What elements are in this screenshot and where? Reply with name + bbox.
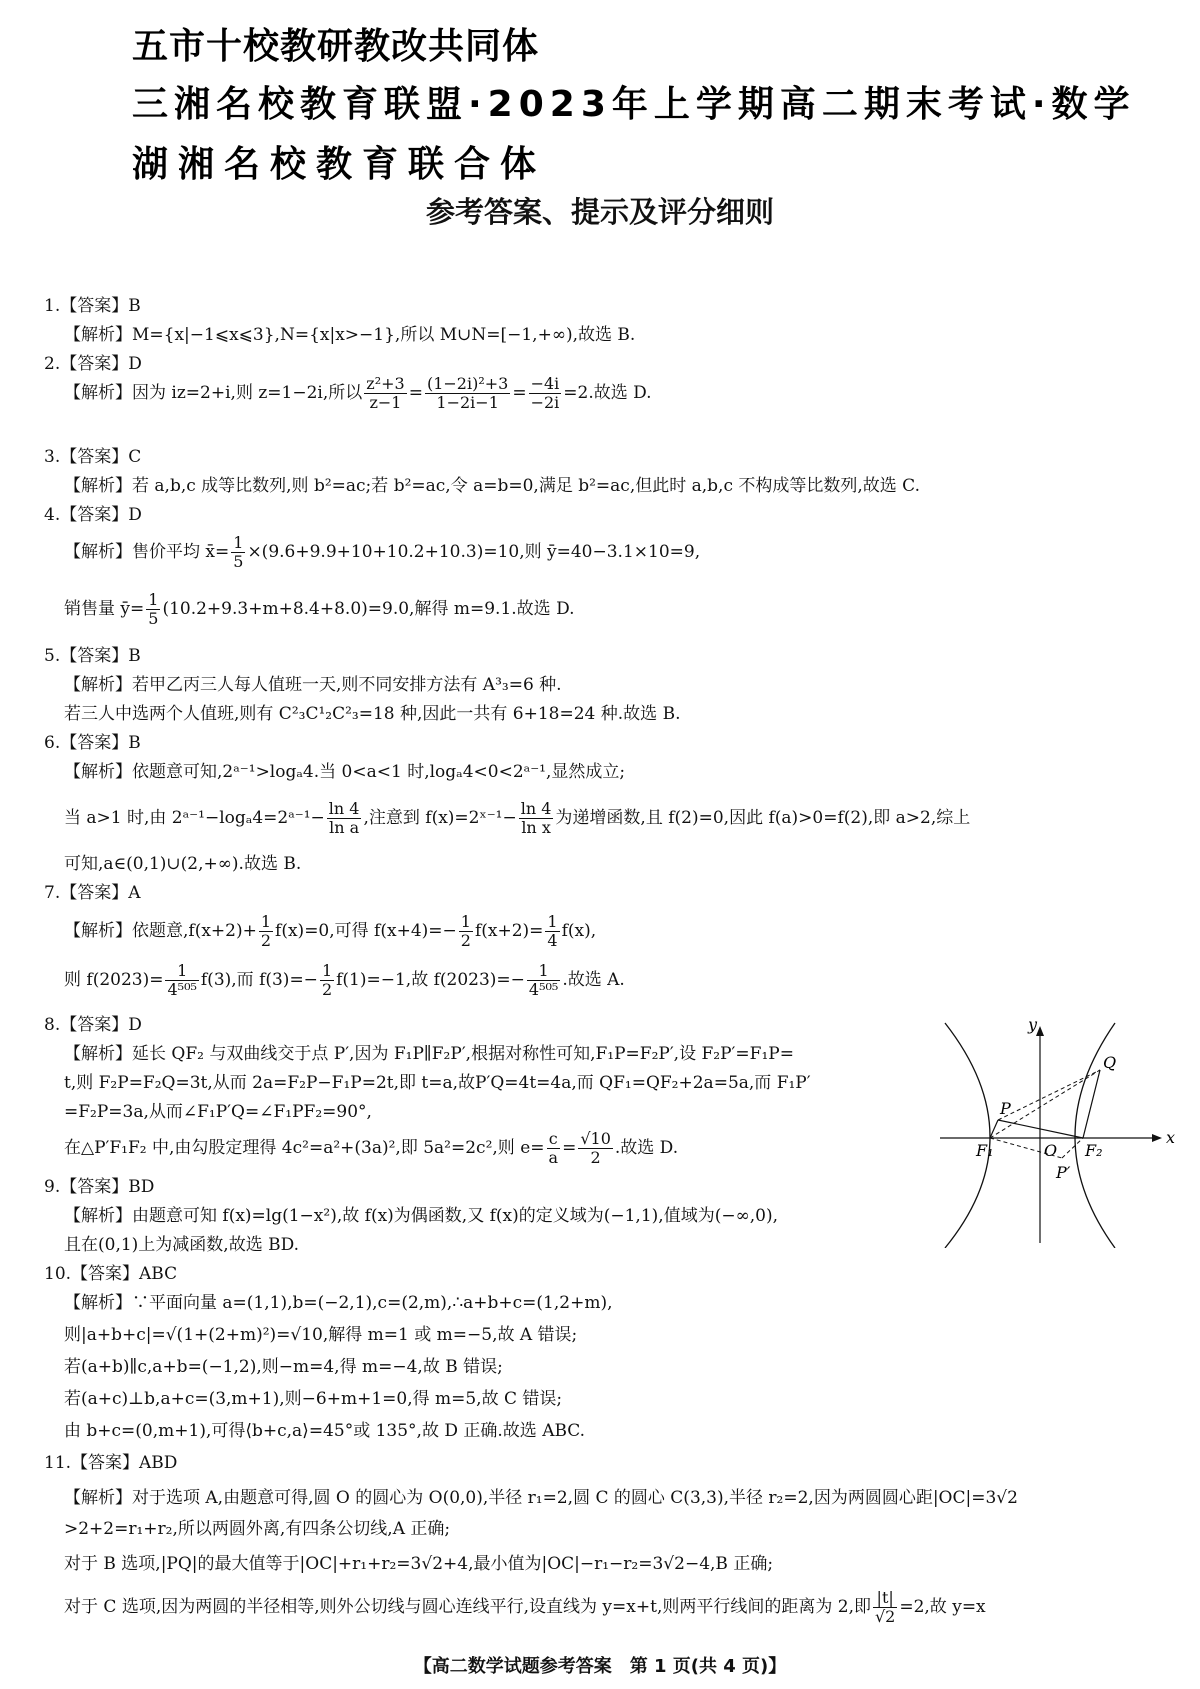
answer-line: 2.【答案】D [44, 354, 142, 374]
x-axis-arrow [1152, 1134, 1162, 1142]
analysis-line: 对于 B 选项,|PQ|的最大值等于|OC|+r₁+r₂=3√2+4,最小值为|OC|−r₁−r₂=3√2−4,B 正确; [64, 1554, 774, 1574]
analysis-line: 若(a+c)⊥b,a+c=(3,m+1),则−6+m+1=0,得 m=5,故 C 错误; [64, 1389, 563, 1409]
q7-analysis-1: 【解析】依题意,f(x+2)+ $\frac{1}{2}$ f(x)=0,可得 f(x+4)=− $\frac{1}{2}$ f(x+2)= $\frac{1}{4}$ f(x), [64, 912, 597, 950]
point-F1-label: F₁ [976, 1141, 994, 1160]
analysis-line: 【解析】延长 QF₂ 与双曲线交于点 P′,因为 F₁P∥F₂P′,根据对称性可知,F₁P=F₂P′,设 F₂P′=F₁P= [64, 1044, 794, 1064]
answer-line: 3.【答案】C [44, 447, 142, 467]
analysis-line: 【解析】对于选项 A,由题意可得,圆 O 的圆心为 O(0,0),半径 r₁=2,圆 C 的圆心 C(3,3),半径 r₂=2,因为两圆圆心距|OC|=3√2 [64, 1488, 1018, 1508]
answer-line: 1.【答案】B [44, 296, 141, 316]
analysis-line: 由 b+c=(0,m+1),可得⟨b+c,a⟩=45°或 135°,故 D 正确.故选 ABC. [64, 1421, 586, 1441]
segment-PQ [998, 1070, 1100, 1120]
analysis-line: 若三人中选两个人值班,则有 C²₃C¹₂C²₃=18 种,因此一共有 6+18=24 种.故选 B. [64, 704, 681, 724]
answer-line: 6.【答案】B [44, 733, 141, 753]
q2-analysis: 【解析】因为 iz=2+i,则 z=1−2i,所以 $\frac{\text{z²+3}}{z-1}$ = $\frac{\text{(1−2i)²+3}}{1-2i-1}$ = $\frac{-4i}{-2i}$ =2.故选 D. [64, 374, 652, 412]
q11-analysis-c: 对于 C 选项,因为两圆的半径相等,则外公切线与圆心连线平行,设直线为 y=x+t,则两平行线间的距离为 2,即 $\frac{|t|}{√2}$ =2,故 y=x [64, 1588, 986, 1626]
analysis-line: 且在(0,1)上为减函数,故选 BD. [64, 1235, 300, 1255]
header-line-3: 湖湘名校教育联合体 [132, 144, 547, 185]
answer-line: 11.【答案】ABD [44, 1453, 178, 1473]
analysis-line: >2+2=r₁+r₂,所以两圆外离,有四条公切线,A 正确; [64, 1519, 451, 1539]
analysis-line: t,则 F₂P=F₂Q=3t,从而 2a=F₂P−F₁P=2t,即 t=a,故P′Q=4t=4a,而 QF₁=QF₂+2a=5a,而 F₁P′ [64, 1073, 811, 1093]
point-Q-label: Q [1103, 1053, 1117, 1072]
point-P-label: P [1000, 1099, 1011, 1118]
left-branch [945, 1023, 990, 1248]
analysis-line: 【解析】依题意可知,2ᵃ⁻¹>logₐ4.当 0<a<1 时,logₐ4<0<2ᵃ⁻¹,显然成立; [64, 762, 626, 782]
analysis-line: 【解析】若甲乙丙三人每人值班一天,则不同安排方法有 A³₃=6 种. [64, 675, 562, 695]
segment-PpF2 [1062, 1138, 1083, 1158]
header-line-1: 五市十校教研教改共同体 [132, 26, 540, 67]
x-label: x [1166, 1128, 1176, 1147]
y-label: y [1028, 1018, 1038, 1034]
answer-line: 10.【答案】ABC [44, 1264, 178, 1284]
answer-line: 8.【答案】D [44, 1015, 142, 1035]
hyperbola-figure [940, 1018, 1180, 1248]
segment-PF1 [990, 1120, 998, 1138]
answer-line: 4.【答案】D [44, 505, 142, 525]
header-line-2: 三湘名校教育联盟·2023年上学期高二期末考试·数学 [132, 84, 1136, 125]
analysis-line: 【解析】若 a,b,c 成等比数列,则 b²=ac;若 b²=ac,令 a=b=0,满足 b²=ac,但此时 a,b,c 不构成等比数列,故选 C. [64, 476, 920, 496]
answer-line: 9.【答案】BD [44, 1177, 155, 1197]
analysis-line: 【解析】由题意可知 f(x)=lg(1−x²),故 f(x)为偶函数,又 f(x)的定义域为(−1,1),值域为(−∞,0), [64, 1206, 778, 1226]
analysis-line: 则|a+b+c|=√(1+(2+m)²)=√10,解得 m=1 或 m=−5,故 A 错误; [64, 1325, 578, 1345]
point-Pprime-label: P′ [1056, 1163, 1071, 1182]
q7-analysis-2: 则 f(2023)= $\frac{1}{\text{4⁵⁰⁵}}$ f(3),而 f(3)=− $\frac{1}{2}$ f(1)=−1,故 f(2023)=− $\frac{1}{\text{4⁵⁰⁵}}$ .故选 A. [64, 961, 625, 999]
analysis-line: 【解析】M={x|−1⩽x⩽3},N={x|x>−1},所以 M∪N=[−1,+∞),故选 B. [64, 325, 636, 345]
q4-analysis-2: 销售量 ȳ= $\frac{1}{5}$ (10.2+9.3+m+8.4+8.0)=9.0,解得 m=9.1.故选 D. [64, 590, 575, 628]
answer-line: 5.【答案】B [44, 646, 141, 666]
page-subtitle: 参考答案、提示及评分细则 [425, 195, 774, 229]
analysis-line: 可知,a∈(0,1)∪(2,+∞).故选 B. [64, 854, 302, 874]
analysis-line: 【解析】∵平面向量 a=(1,1),b=(−2,1),c=(2,m),∴a+b+c=(1,2+m), [64, 1293, 613, 1313]
answer-line: 7.【答案】A [44, 883, 141, 903]
point-O-label: O [1044, 1141, 1058, 1160]
analysis-line: 若(a+b)∥c,a+b=(−1,2),则−m=4,得 m=−4,故 B 错误; [64, 1357, 503, 1377]
q6-analysis-2: 当 a>1 时,由 2ᵃ⁻¹−logₐ4=2ᵃ⁻¹− $\frac{\ln 4}{\text{ln a}}$ ,注意到 f(x)=2ˣ⁻¹− $\frac{\ln 4}{\text{ln x}}$ 为递增函数,且 f(2)=0,因此 f(a)>0=f(2),即 a>2,综上 [64, 799, 971, 837]
point-F2-label: F₂ [1085, 1141, 1103, 1160]
y-axis-arrow [1036, 1026, 1044, 1036]
q8-analysis-4: 在△P′F₁F₂ 中,由勾股定理得 4c²=a²+(3a)²,即 5a²=2c²,则 e= $\frac{c}{a}$ = $\frac{√10}{2}$ .故选 D. [64, 1129, 679, 1167]
q4-analysis-1: 【解析】售价平均 x̄= $\frac{1}{5}$ ×(9.6+9.9+10+10.2+10.3)=10,则 ȳ=40−3.1×10=9, [64, 533, 701, 571]
analysis-line: =F₂P=3a,从而∠F₁P′Q=∠F₁PF₂=90°, [64, 1102, 372, 1122]
page-footer: 【高二数学试题参考答案 第 1 页(共 4 页)】 [413, 1656, 787, 1677]
